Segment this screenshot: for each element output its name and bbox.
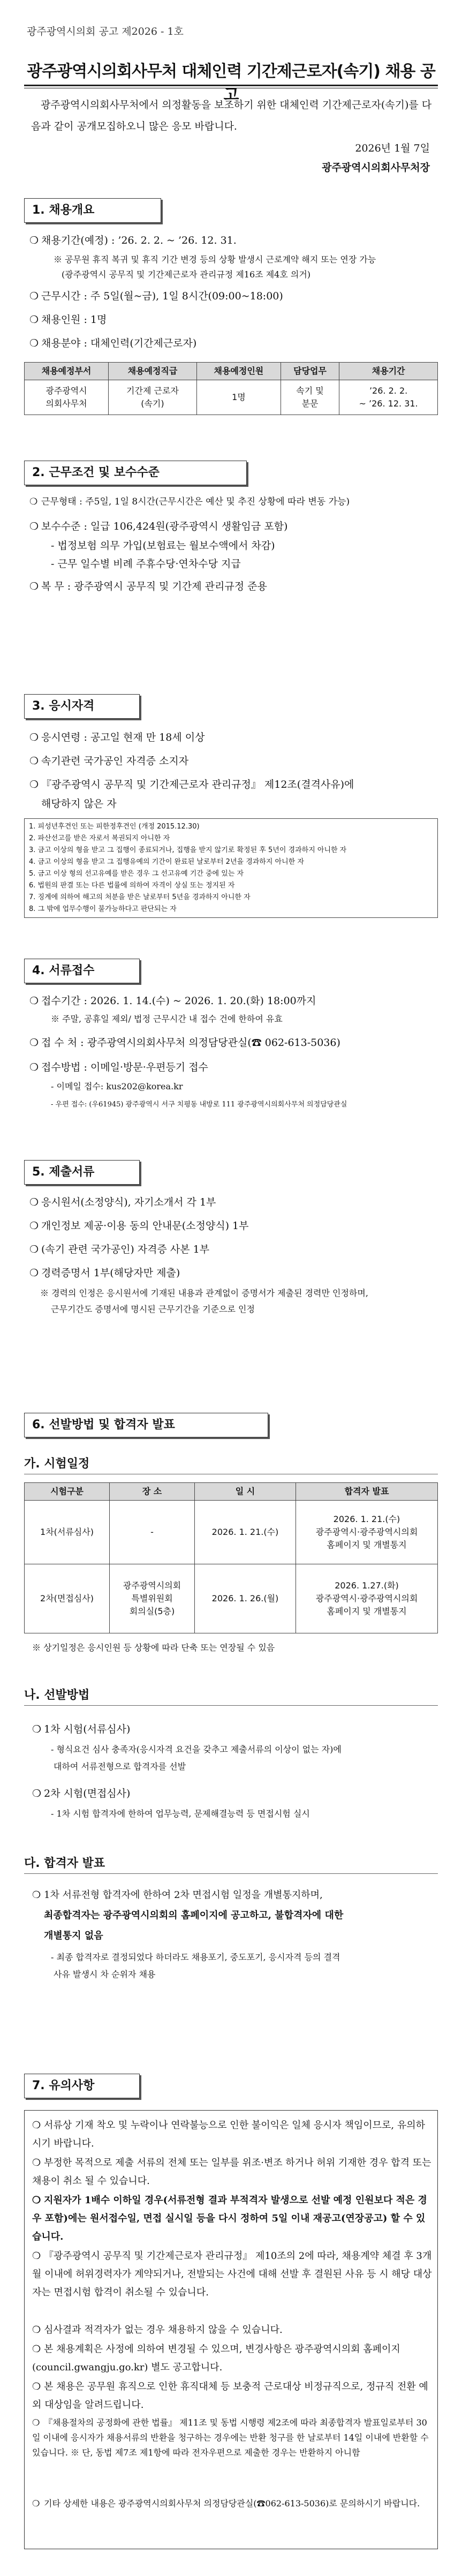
application-period: ❍ 접수기간 : 2026. 1. 14.(수) ~ 2026. 1. 20.(화) 18:00까지 (29, 992, 316, 1010)
bullet-icon: ❍ (29, 779, 39, 790)
selection-step-1: ❍ 1차 시험(서류심사) (32, 1720, 130, 1738)
qualification-rule: ❍ 『광주광역시 공무직 및 기간제근로자 관리규정』 제12조(결격사유)에 (29, 775, 442, 794)
bullet-icon: ❍ (29, 496, 38, 507)
result-line-2: 최종합격자는 광주광역시의회의 홈페이지에 공고하고, 불합격자에 대한 (44, 1910, 344, 1921)
table-cell: 2026. 1. 26.(월) (195, 1564, 296, 1633)
bullet-icon: ❍ (29, 235, 39, 246)
overview-period-note: ※ 공무원 휴직 복귀 및 휴직 기간 변경 등의 상황 발생시 근로계약 해지 또는 연장 가능 (54, 254, 376, 265)
conditions-pay-insurance: - 법정보험 의무 가입(보험료는 월보수액에서 차감) (51, 540, 275, 552)
result-line-1: ❍ 1차 서류전형 합격자에 한하여 2차 면접시험 일정을 개별통지하며, (32, 1886, 444, 1904)
announcement-date: 2026년 1월 7일 (355, 142, 430, 154)
section-heading-selection: 6. 선발방법 및 합격자 발표 (24, 1413, 268, 1437)
bullet-icon: ❍ (29, 755, 39, 767)
bullet-icon: ❍ (32, 1889, 41, 1901)
overview-worktime: ❍ 근무시간 : 주 5일(월~금), 1일 8시간(09:00~18:00) (29, 287, 283, 305)
subheading-divider (24, 1705, 438, 1706)
table-cell: 2026. 1.27.(화) 광주광역시·광주광역시의회 홈페이지 및 개별통지 (296, 1564, 438, 1633)
table-row (25, 1501, 438, 1564)
result-line-3: 개별통지 없음 (44, 1930, 103, 1941)
subheading-schedule: 가. 시험일정 (24, 1457, 90, 1471)
notice-item: ❍ 『채용절차의 공정화에 관한 법률』 제11조 및 동법 시행령 제2조에 따라 최종합격자 발표일로부터 30일 이내에 응시자가 채용서류의 반환을 청구하는 경우에는 반환 청구를 한 날로부터 14일 이내에 반환할 수 있습니다. ※ 단, 동법 제7조 제1항에 따라 전자우편으로 제출한 경우는 반환하지 아니함 (32, 2415, 434, 2460)
note-line: 4. 금고 이상의 형을 받고 그 집행유예의 기간이 완료된 날로부터 2년을 경과하지 아니한 자 (29, 858, 304, 866)
bullet-icon: ❍ (29, 337, 39, 349)
overview-period: ❍ 채용기간(예정) : ’26. 2. 2. ~ ’26. 12. 31. (29, 231, 237, 250)
table-cell: 1차(서류심사) (25, 1501, 110, 1564)
application-period-note: ※ 주말, 공휴일 제외/ 법정 근무시간 내 접수 건에 한하여 유효 (51, 1014, 283, 1024)
bullet-icon: ❍ (32, 2344, 41, 2355)
note-line: 1. 피성년후견인 또는 피한정후견인 (개정 2015.12.30) (29, 823, 200, 831)
selection-step-1-desc-2: 대하여 서류전형으로 합격자를 선발 (54, 1761, 186, 1772)
section-heading-documents: 5. 제출서류 (24, 1160, 140, 1185)
notice-item: ❍ 서류상 기재 착오 및 누락이나 연락불능으로 인한 불이익은 일체 응시자 책임이므로, 유의하시기 바랍니다. (32, 2116, 434, 2153)
table-cell: 2차(면접심사) (25, 1564, 110, 1633)
notice-item: ❍ 본 채용은 공무원 휴직으로 인한 휴직대체 등 보충적 근로대상 비정규직으로, 정규직 전환 예외 대상임을 알려드립니다. (32, 2378, 434, 2414)
schedule-note: ※ 상기일정은 응시인원 등 상황에 따라 단축 또는 연장될 수 있음 (32, 1643, 275, 1653)
bullet-icon: ❍ (29, 1061, 39, 1073)
qualification-age: ❍ 응시연령 : 공고일 현재 만 18세 이상 (29, 728, 205, 747)
table-cell: - (110, 1501, 195, 1564)
table-header: 채용예정인원 (196, 363, 281, 380)
table-header: 장 소 (110, 1483, 195, 1501)
application-post: - 우편 접수: (우61945) 광주광역시 서구 치평동 내방로 111 광주광역시의회사무처 의정담당관실 (51, 1101, 347, 1109)
note-line: 6. 법원의 판결 또는 다른 법률에 의하여 자격이 상실 또는 정지된 자 (29, 882, 235, 890)
selection-step-1-desc: - 형식요건 심사 충족자(응시자격 요건을 갖추고 제출서류의 이상이 없는 자)에 (51, 1744, 342, 1754)
bullet-icon: ❍ (32, 2195, 41, 2206)
table-cell: 1명 (196, 380, 281, 415)
section-heading-notices: 7. 유의사항 (24, 2074, 140, 2098)
qualification-license: ❍ 속기관련 국가공인 자격증 소지자 (29, 752, 188, 770)
application-email: - 이메일 접수: kus202@korea.kr (51, 1081, 183, 1091)
bullet-icon: ❍ (29, 1220, 39, 1232)
qualification-rule-2: 해당하지 않은 자 (41, 798, 117, 810)
note-line: 2. 파산선고를 받은 자로서 복권되지 아니한 자 (29, 834, 170, 842)
result-line-4: - 최종 합격자로 결정되었다 하더라도 채용포기, 중도포기, 응시자격 등의 결격 (51, 1952, 340, 1962)
note-line: 3. 금고 이상의 형을 받고 그 집행이 종료되거나, 집행을 받지 않기로 확정된 후 5년이 경과하지 아니한 자 (29, 846, 347, 854)
note-line: 5. 금고 이상 형의 선고유예를 받은 경우 그 선고유예 기간 중에 있는 자 (29, 870, 244, 878)
subheading-method: 나. 선발방법 (24, 1689, 90, 1702)
bullet-icon: ❍ (32, 2498, 40, 2509)
document-item: ❍ (속기 관련 국가공인) 자격증 사본 1부 (29, 1240, 209, 1259)
table-header: 채용예정부서 (25, 363, 109, 380)
document-item: ❍ 응시원서(소정양식), 자기소개서 각 1부 (29, 1193, 216, 1211)
selection-step-2-desc: - 1차 시험 합격자에 한하여 업무능력, 문제해결능력 등 면접시험 실시 (51, 1809, 310, 1819)
overview-count: ❍ 채용인원 : 1명 (29, 311, 107, 329)
section-heading-overview: 1. 채용개요 (24, 198, 161, 223)
application-place: ❍ 접 수 처 : 광주광역시의회사무처 의정담당관실(☎ 062-613-5036) (29, 1034, 447, 1052)
table-cell: ’26. 2. 2. ~ ’26. 12. 31. (339, 380, 438, 415)
note-line: 7. 징계에 의하여 해고의 처분을 받은 날로부터 5년을 경과하지 아니한 자 (29, 893, 251, 901)
table-header: 채용예정직급 (109, 363, 197, 380)
notice-item: ❍ 심사결과 적격자가 없는 경우 채용하지 않을 수 있습니다. (32, 2321, 434, 2339)
notice-item: ❍ 지원자가 1배수 이하일 경우(서류전형 결과 부적격자 발생으로 선발 예정 인원보다 적은 경우 포함)에는 원서접수일, 면접 실시일 등을 다시 정하여 5일 이내 재공고(연장공고) 할 수 있습니다. (32, 2191, 434, 2246)
bullet-icon: ❍ (29, 1037, 39, 1049)
bullet-icon: ❍ (29, 290, 39, 302)
bullet-icon: ❍ (32, 1723, 42, 1735)
bullet-icon: ❍ (32, 2417, 40, 2428)
subheading-result: 다. 합격자 발표 (24, 1857, 105, 1870)
section-heading-application: 4. 서류접수 (24, 959, 140, 983)
subheading-divider (24, 1873, 438, 1874)
bullet-icon: ❍ (29, 995, 39, 1007)
application-method: ❍ 접수방법 : 이메일·방문·우편등기 접수 (29, 1058, 208, 1076)
table-cell: 광주광역시의회 특별위원회 회의실(5층) (110, 1564, 195, 1633)
document-item: ❍ 경력증명서 1부(해당자만 제출) (29, 1264, 180, 1282)
documents-note: ※ 경력의 인정은 응시원서에 기재된 내용과 관계없이 증명서가 제출된 경력만 인정하며, (40, 1288, 368, 1298)
bullet-icon: ❍ (29, 521, 39, 532)
overview-field: ❍ 채용분야 : 대체인력(기간제근로자) (29, 334, 196, 352)
bullet-icon: ❍ (29, 1267, 39, 1279)
conditions-pay: ❍ 보수수준 : 일급 106,424원(광주광역시 생활임금 포함) (29, 517, 287, 536)
document-item: ❍ 개인정보 제공·이용 동의 안내문(소정양식) 1부 (29, 1217, 248, 1235)
table-row (25, 380, 438, 415)
bullet-icon: ❍ (29, 732, 39, 743)
bullet-icon: ❍ (32, 2250, 41, 2262)
bullet-icon: ❍ (29, 1196, 39, 1208)
bullet-icon: ❍ (32, 2381, 41, 2392)
table-cell: 속기 및 분문 (281, 380, 339, 415)
table-row (25, 1564, 438, 1633)
schedule-table (24, 1482, 438, 1633)
table-header: 합격자 발표 (296, 1483, 438, 1501)
recruitment-table (24, 362, 438, 415)
conditions-worktype: ❍ 근무형태 : 주5일, 1일 8시간(근무시간은 예산 및 추진 상황에 따라 변동 가능) (29, 494, 442, 510)
notice-item: ❍ 『광주광역시 공무직 및 기간제근로자 관리규정』 제10조의 2에 따라, 채용계약 체결 후 3개월 이내에 허위경력자가 계약되거나, 전발되는 사건에 대해 선발 후 결원된 사유 등 시 해당 대상자는 면접시험 합격이 취소될 수 있습니다. (32, 2247, 434, 2302)
bullet-icon: ❍ (32, 2120, 41, 2131)
table-header: 시험구분 (25, 1483, 110, 1501)
table-header: 일 시 (195, 1483, 296, 1501)
title-divider (24, 85, 438, 86)
intro-paragraph: 광주광역시의회사무처에서 의정활동을 보조하기 위한 대체인력 기간제근로자(속기)를 다음과 같이 공개모집하오니 많은 응모 바랍니다. (31, 99, 432, 132)
table-header: 채용기간 (339, 363, 438, 380)
bullet-icon: ❍ (32, 2324, 41, 2336)
notice-item: ❍ 본 채용계획은 사정에 의하여 변경될 수 있으며, 변경사항은 광주광역시의회 홈페이지(council.gwangju.go.kr) 별도 공고합니다. (32, 2340, 434, 2377)
bullet-icon: ❍ (29, 1244, 39, 1255)
result-line-5: 사유 발생시 차 순위자 채용 (54, 1969, 156, 1979)
bullet-icon: ❍ (29, 581, 39, 592)
issuer-name: 광주광역시의회사무처장 (322, 162, 430, 174)
table-cell: 2026. 1. 21.(수) 광주광역시·광주광역시의회 홈페이지 및 개별통지 (296, 1501, 438, 1564)
table-cell: 기간제 근로자 (속기) (109, 380, 197, 415)
selection-step-2: ❍ 2차 시험(면접심사) (32, 1784, 130, 1803)
table-cell: 2026. 1. 21.(수) (195, 1501, 296, 1564)
disqualification-notes (24, 818, 438, 918)
table-header: 담당업무 (281, 363, 339, 380)
section-heading-conditions: 2. 근무조건 및 보수수준 (24, 461, 247, 485)
document-number: 광주광역시의회 공고 제2026 - 1호 (27, 26, 184, 37)
section-heading-qualifications: 3. 응시자격 (24, 694, 140, 719)
conditions-pay-allowance: - 근무 일수별 비례 주휴수당·연차수당 지급 (51, 558, 241, 570)
bullet-icon: ❍ (32, 1788, 42, 1799)
documents-note-2: 근무기간도 증명서에 명시된 근무기간을 기준으로 인정 (51, 1304, 255, 1314)
bullet-icon: ❍ (29, 314, 39, 326)
note-line: 8. 그 밖에 업무수행이 불가능하다고 판단되는 자 (29, 905, 177, 913)
overview-period-note-2: (광주광역시 공무직 및 기간제근로자 관리규정 제16조 제4호 의거) (62, 269, 311, 280)
conditions-service: ❍ 복 무 : 광주광역시 공무직 및 기간제 관리규정 준용 (29, 577, 267, 596)
notice-item: ❍ 부정한 목적으로 제출 서류의 전체 또는 일부를 위조·변조 하거나 허위 기재한 경우 합격 또는 채용이 취소 될 수 있습니다. (32, 2154, 434, 2190)
table-cell: 광주광역시 의회사무처 (25, 380, 109, 415)
notice-item: ❍ 기타 상세한 내용은 광주광역시의회사무처 의정담당관실(☎062-613-5036)로 문의하시기 바랍니다. (32, 2496, 434, 2512)
page-title: 광주광역시의회사무처 대체인력 기간제근로자(속기) 채용 공고 (27, 62, 435, 104)
bullet-icon: ❍ (32, 2157, 41, 2168)
